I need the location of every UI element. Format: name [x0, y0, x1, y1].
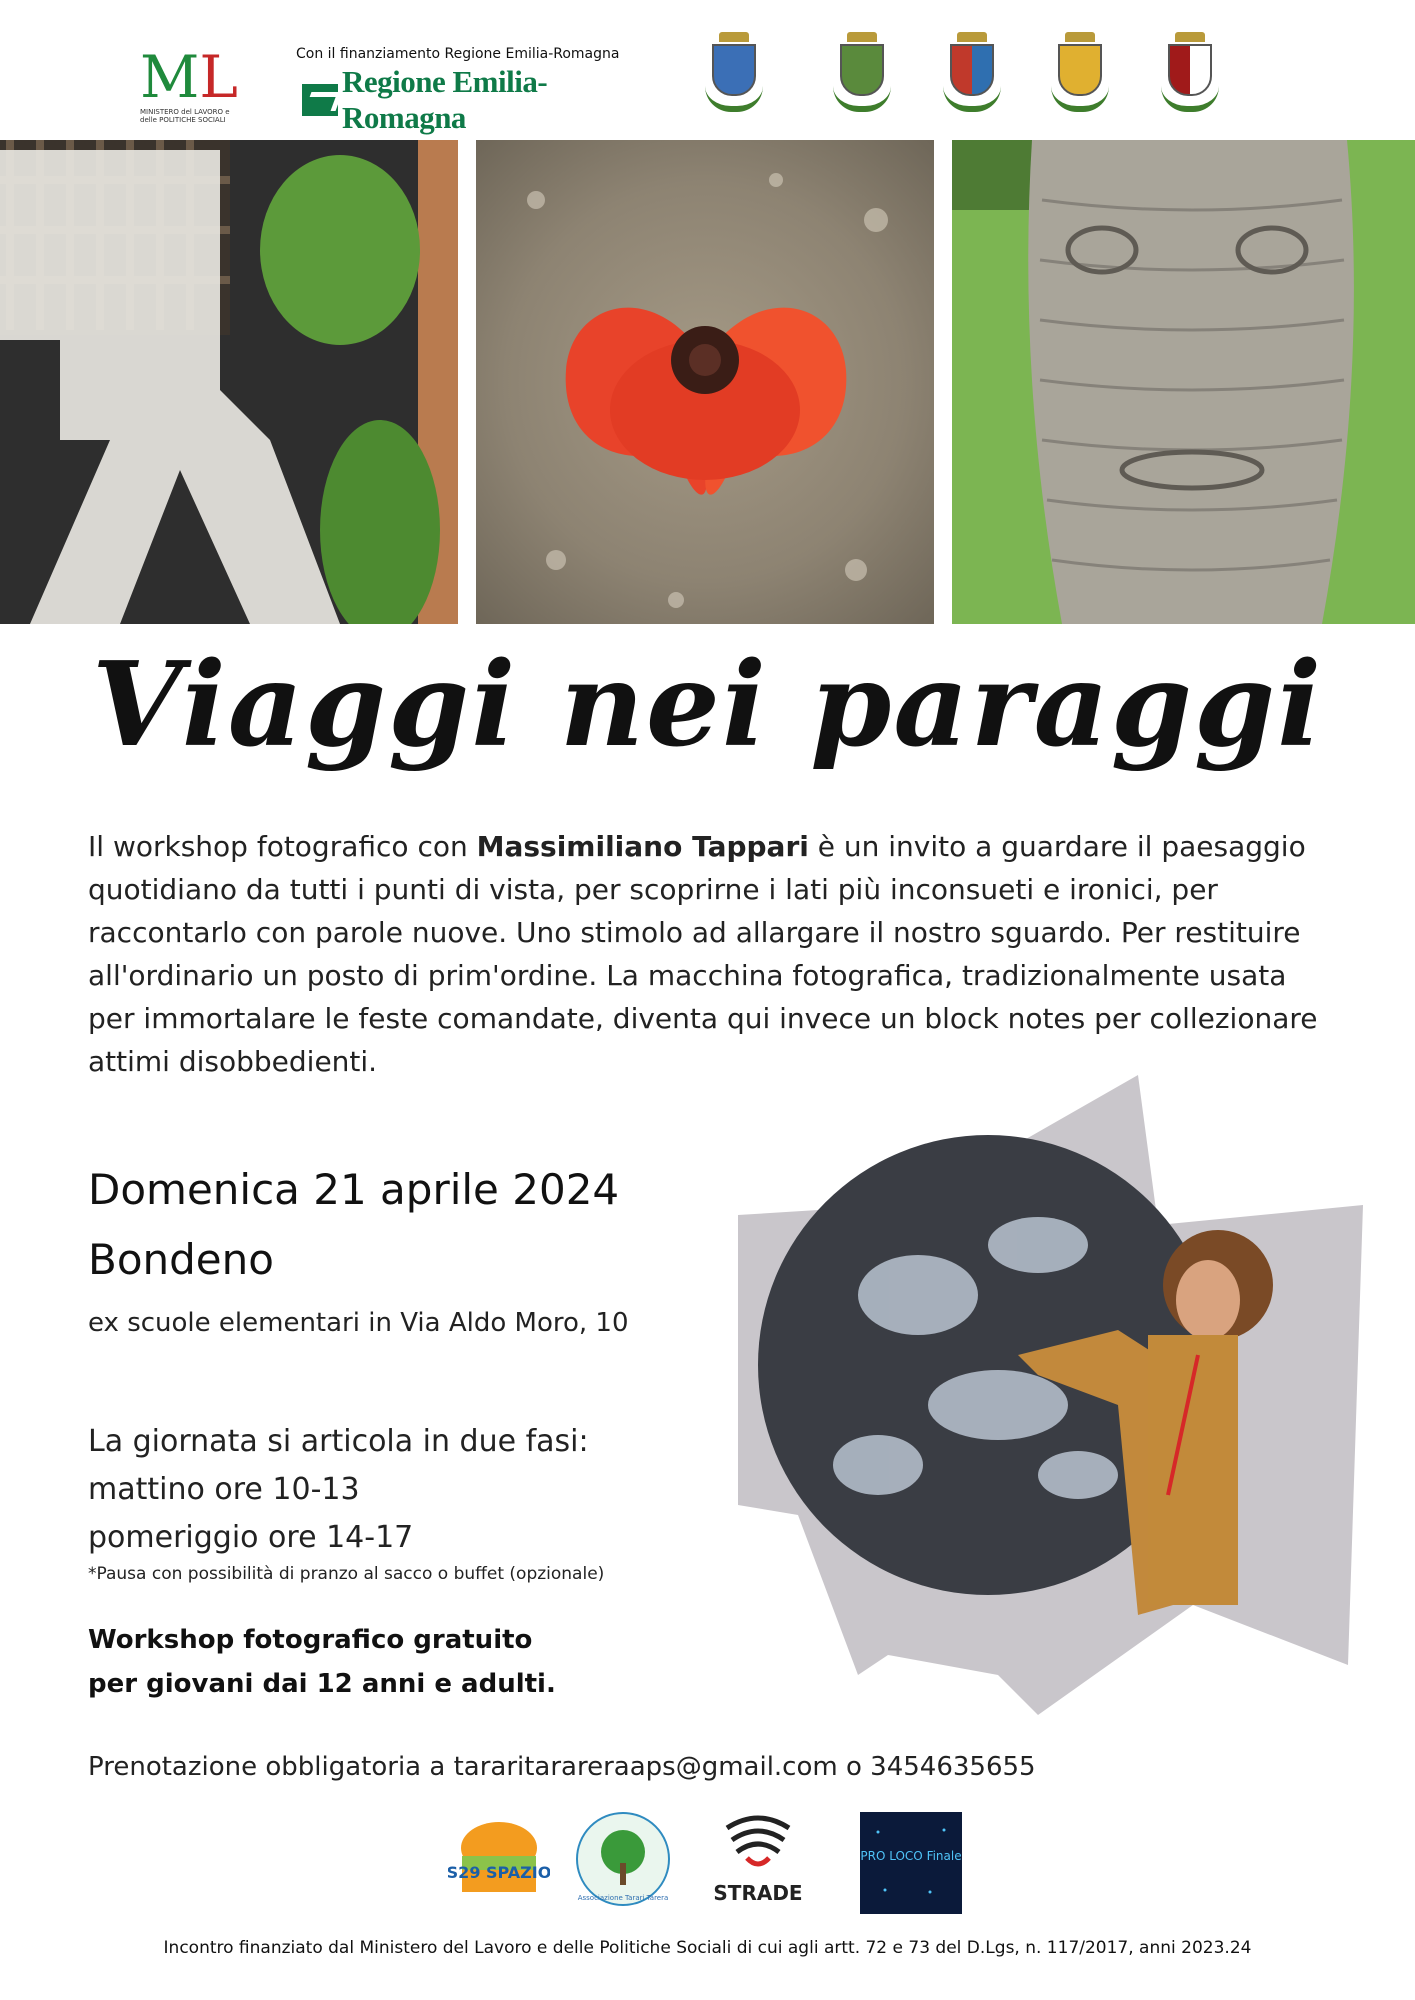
spazio-logo	[448, 1808, 550, 1910]
schedule-intro: La giornata si articola in due fasi:	[88, 1424, 589, 1459]
municipal-crest-1	[702, 32, 766, 124]
free-line-1: Workshop fotografico gratuito	[88, 1625, 533, 1655]
ministry-logo-caption: MINISTERO del LAVORO e delle POLITICHE SOCIALI	[140, 108, 230, 124]
associazione-logo-text: Associazione Tarari Tarera	[577, 1894, 669, 1902]
strade-logo	[707, 1808, 809, 1910]
event-date: Domenica 21 aprile 2024	[88, 1165, 620, 1214]
tree-trunk-photo	[952, 140, 1415, 624]
intro-text-start: Il workshop fotografico con	[88, 830, 477, 863]
street-marking-photo	[0, 140, 458, 624]
ministry-logo-mark: ML	[140, 43, 238, 111]
proloco-logo	[860, 1812, 962, 1914]
region-logo	[302, 64, 638, 135]
booking-info: Prenotazione obbligatoria a tararitarareraaps@gmail.com o 3454635655	[88, 1752, 1036, 1782]
strade-logo-text: STRADE	[713, 1881, 803, 1905]
free-workshop-info	[88, 1618, 556, 1706]
spazio-logo-text: S29 SPAZIO	[448, 1863, 550, 1882]
intro-paragraph	[88, 825, 1338, 1083]
event-venue: ex scuole elementari in Via Aldo Moro, 10	[88, 1308, 629, 1338]
ministry-logo	[140, 43, 240, 128]
funding-caption: Con il finanziamento Regione Emilia-Romagna	[296, 46, 620, 62]
schedule-morning: mattino ore 10-13	[88, 1472, 360, 1507]
municipal-crest-5	[1158, 32, 1222, 124]
page-title: Viaggi nei paraggi	[91, 637, 1324, 773]
poppy-photo	[476, 140, 934, 624]
municipal-crest-3	[940, 32, 1004, 124]
municipal-crest-4	[1048, 32, 1112, 124]
event-city: Bondeno	[88, 1235, 274, 1284]
region-logo-mark	[302, 84, 338, 116]
schedule-afternoon: pomeriggio ore 14-17	[88, 1520, 414, 1555]
workshop-photo-collage	[738, 1075, 1368, 1715]
lunch-note: *Pausa con possibilità di pranzo al sacco o buffet (opzionale)	[88, 1564, 605, 1584]
footer-funding-note: Incontro finanziato dal Ministero del Lavoro e delle Politiche Sociali di cui agli artt. 72 e 73 del D.Lgs, n. 117/2017, anni 2023.24	[163, 1938, 1252, 1958]
municipal-crest-2	[830, 32, 894, 124]
region-logo-text: Regione Emilia-Romagna	[341, 64, 548, 135]
event-schedule	[88, 1418, 589, 1562]
free-line-2: per giovani dai 12 anni e adulti.	[88, 1669, 556, 1699]
proloco-logo-text: PRO LOCO Finale	[860, 1849, 962, 1863]
intro-text-rest: è un invito a guardare il paesaggio quotidiano da tutti i punti di vista, per scoprirne i lati più inconsueti e ironici, per raccontarlo con parole nuove. Uno stimolo ad allargare il nostro sguardo. Per restituire all'ordinario un posto di prim'ordine. La macchina fotografica, tradizionalmente usata per immortalare le feste comandate, diventa qui invece un block notes per collezionare attimi disobbedienti.	[88, 830, 1318, 1078]
author-name: Massimiliano Tappari	[476, 830, 809, 863]
associazione-logo	[572, 1808, 674, 1910]
